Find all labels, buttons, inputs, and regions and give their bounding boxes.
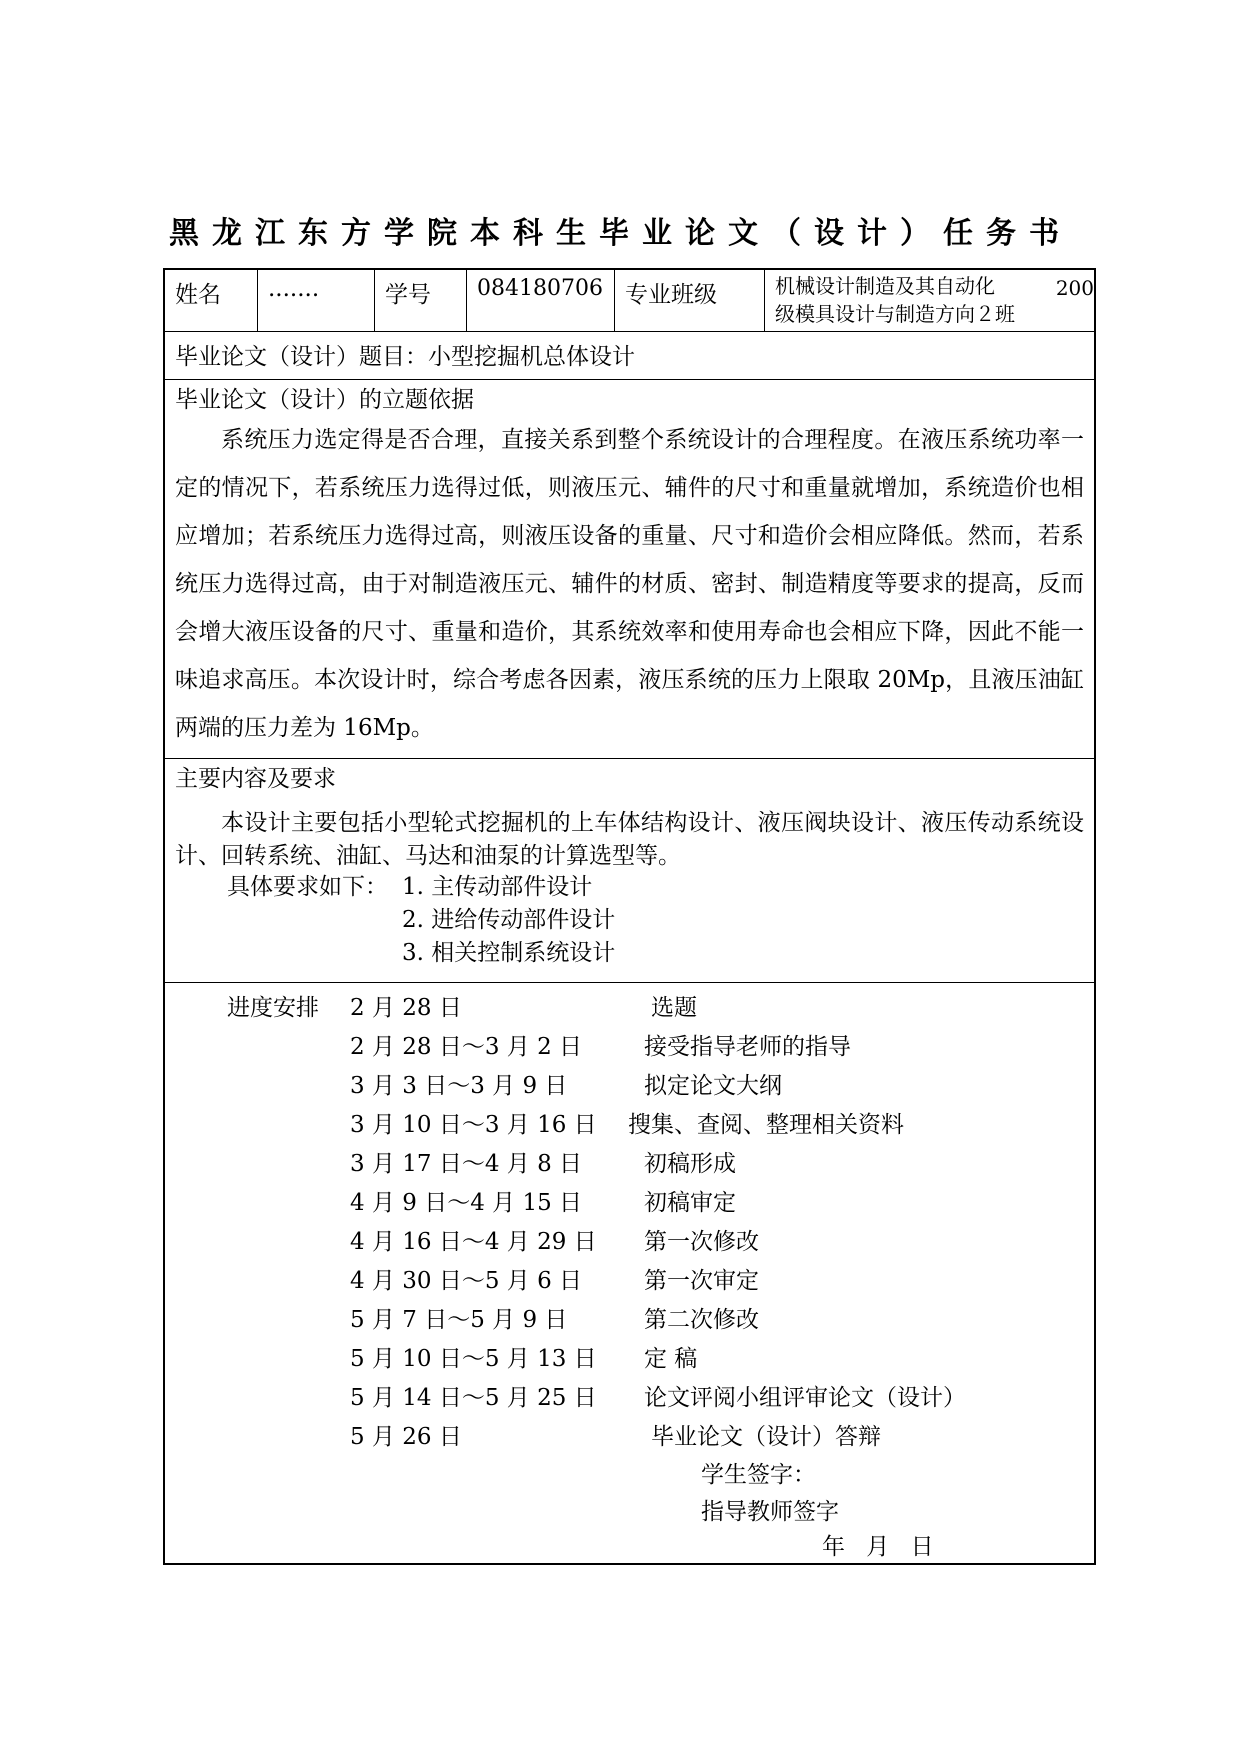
- task-form-table: [163, 268, 1096, 1565]
- name-label: 姓名: [165, 270, 258, 331]
- schedule-date: 3 月 10 日～3 月 16 日: [350, 1112, 597, 1138]
- name-value: .......: [258, 270, 375, 331]
- schedule-task: 拟定论文大纲: [644, 1073, 782, 1099]
- schedule-task: 论文评阅小组评审论文（设计）: [644, 1385, 966, 1411]
- header-row: [165, 270, 1094, 332]
- schedule-date: 3 月 17 日～4 月 8 日: [350, 1151, 583, 1177]
- schedule-date: 5 月 10 日～5 月 13 日: [350, 1346, 597, 1372]
- schedule-label: 进度安排: [227, 995, 319, 1021]
- schedule-task: 搜集、查阅、整理相关资料: [628, 1112, 904, 1138]
- major-value: [765, 270, 1094, 331]
- schedule-date: 2 月 28 日: [350, 995, 462, 1021]
- schedule-task: 毕业论文（设计）答辩: [651, 1424, 881, 1450]
- content-row: [165, 759, 1094, 983]
- basis-paragraph: 系统压力选定得是否合理，直接关系到整个系统设计的合理程度。在液压系统功率一定的情况下，若系统压力选得过低，则液压元、辅件的尺寸和重量就增加，系统造价也相应增加；若系统压力选得过高，则液压设备的重量、尺寸和造价会相应降低。然而，若系统压力选得过高，由于对制造液压元、辅件的材质、密封、制造精度等要求的提高，反而会增大液压设备的尺寸、重量和造价，其系统效率和使用寿命也会相应下降，因此不能一味追求高压。本次设计时，综合考虑各因素，液压系统的压力上限取 20Mp，且液压油缸两端的压力差为 16Mp。: [175, 427, 1084, 741]
- student-id-label: 学号: [375, 270, 467, 331]
- schedule-date: 2 月 28 日～3 月 2 日: [350, 1034, 583, 1060]
- schedule-date: 5 月 7 日～5 月 9 日: [350, 1307, 568, 1333]
- requirement-item: 3. 相关控制系统设计: [402, 940, 616, 966]
- date-line: 年 月 日: [822, 1534, 934, 1560]
- document-title: 黑龙江东方学院本科生毕业论文（设计）任务书: [169, 216, 1072, 251]
- major-value-line1: 机械设计制造及其自动化: [775, 274, 995, 298]
- schedule-task: 初稿形成: [644, 1151, 736, 1177]
- major-value-line2: 级模具设计与制造方向２班: [775, 302, 1015, 326]
- schedule-task: 定 稿: [644, 1346, 698, 1372]
- requirements-label: 具体要求如下：: [227, 874, 388, 900]
- requirement-item: 2. 进给传动部件设计: [402, 907, 616, 933]
- major-label: 专业班级: [615, 270, 765, 331]
- topic-row: [165, 332, 1094, 380]
- teacher-signature-label: 指导教师签字: [701, 1499, 839, 1525]
- student-id-value: 084180706: [467, 270, 615, 331]
- content-paragraph: 本设计主要包括小型轮式挖掘机的上车体结构设计、液压阀块设计、液压传动系统设计、回转系统、油缸、马达和油泵的计算选型等。: [175, 810, 1084, 869]
- schedule-row: [165, 983, 1094, 1563]
- schedule-date: 5 月 14 日～5 月 25 日: [350, 1385, 597, 1411]
- basis-heading: 毕业论文（设计）的立题依据: [175, 387, 474, 413]
- schedule-task: 接受指导老师的指导: [644, 1034, 851, 1060]
- schedule-task: 第二次修改: [644, 1307, 759, 1333]
- schedule-date: 4 月 16 日～4 月 29 日: [350, 1229, 597, 1255]
- topic-text: 毕业论文（设计）题目：小型挖掘机总体设计: [175, 344, 635, 370]
- major-value-extra: 200: [1055, 276, 1094, 300]
- schedule-task: 选题: [651, 995, 697, 1021]
- schedule-date: 5 月 26 日: [350, 1424, 462, 1450]
- schedule-task: 初稿审定: [644, 1190, 736, 1216]
- requirement-item: 1. 主传动部件设计: [402, 874, 593, 900]
- schedule-date: 4 月 30 日～5 月 6 日: [350, 1268, 583, 1294]
- student-signature-label: 学生签字：: [701, 1462, 816, 1488]
- content-heading: 主要内容及要求: [175, 766, 336, 792]
- basis-section: [165, 380, 1094, 758]
- content-section: [165, 759, 1094, 982]
- basis-row: [165, 380, 1094, 759]
- schedule-task: 第一次修改: [644, 1229, 759, 1255]
- schedule-task: 第一次审定: [644, 1268, 759, 1294]
- schedule-date: 3 月 3 日～3 月 9 日: [350, 1073, 568, 1099]
- schedule-date: 4 月 9 日～4 月 15 日: [350, 1190, 583, 1216]
